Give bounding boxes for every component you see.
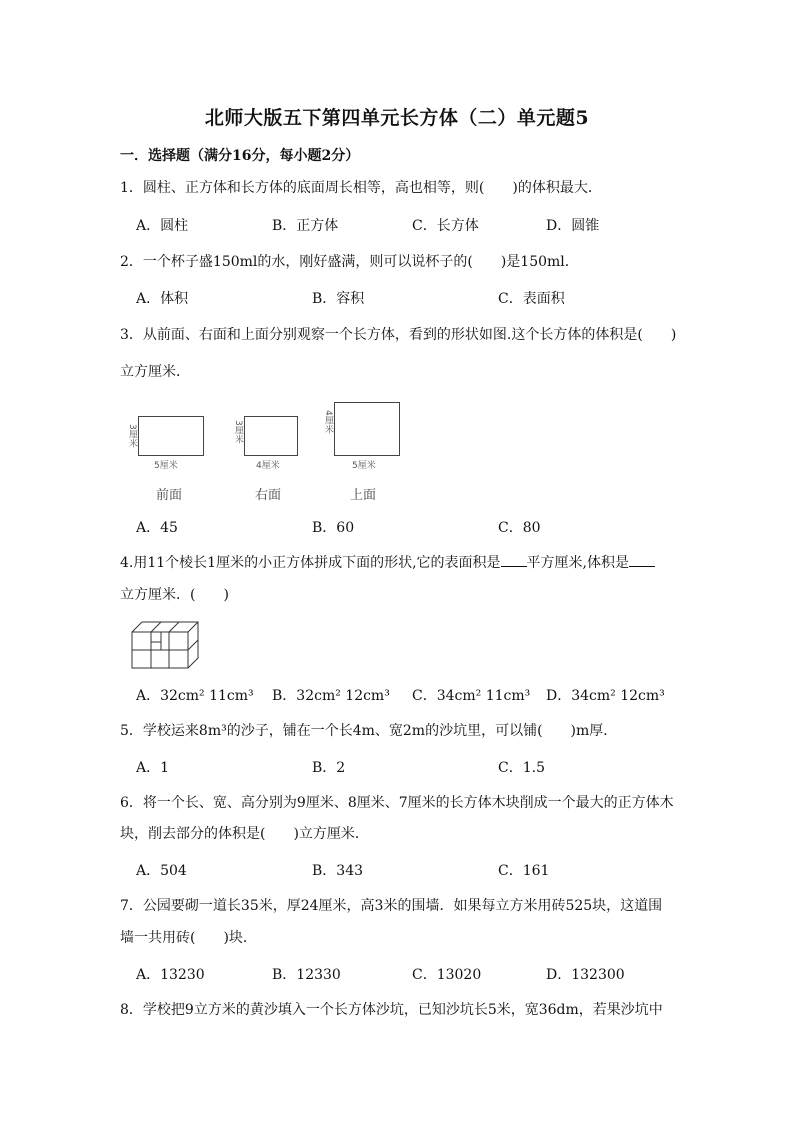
- top-height-label: 4厘米: [323, 410, 333, 434]
- question-4-line-2: 立方厘米．( ): [120, 587, 229, 603]
- question-8-line-1: 8．学校把9立方米的黄沙填入一个长方体沙坑，已知沙坑长5米，宽36dm，若果沙坑中: [120, 1002, 663, 1018]
- option-a[interactable]: A．体积: [136, 291, 189, 307]
- option-c[interactable]: C．1.5: [498, 760, 545, 776]
- option-b[interactable]: B．343: [312, 863, 364, 879]
- question-1: 1．圆柱、正方体和长方体的底面周长相等，高也相等，则( )的体积最大．: [120, 180, 602, 196]
- option-b[interactable]: B．2: [312, 760, 346, 776]
- option-b[interactable]: B．32cm² 12cm³: [272, 688, 390, 704]
- option-a[interactable]: A．32cm² 11cm³: [136, 688, 254, 704]
- question-4-line-1: [120, 552, 655, 573]
- question-7-line-2: 墙一共用砖( )块．: [120, 930, 257, 946]
- option-c[interactable]: C．34cm² 11cm³: [412, 688, 531, 704]
- page-title: 北师大版五下第四单元长方体（二）单元题5: [204, 107, 590, 129]
- option-a[interactable]: A．13230: [136, 967, 205, 983]
- question-3-figure: [124, 398, 414, 508]
- front-height-label: 3厘米: [127, 424, 137, 448]
- question-3-line-1: 3．从前面、右面和上面分别观察一个长方体，看到的形状如图.这个长方体的体积是( ): [120, 327, 677, 343]
- section-heading: 一．选择题（满分16分，每小题2分）: [120, 148, 360, 164]
- top-view-rect: [334, 402, 400, 456]
- option-a[interactable]: A．504: [136, 863, 187, 879]
- option-c[interactable]: C．13020: [412, 967, 482, 983]
- option-d[interactable]: D．圆锥: [546, 218, 600, 234]
- front-view-caption: 前面: [156, 488, 183, 503]
- question-6-line-2: 块，削去部分的体积是( )立方厘米．: [120, 826, 369, 842]
- top-width-label: 5厘米: [352, 461, 376, 471]
- question-5: 5．学校运来8m³的沙子，铺在一个长4m、宽2m的沙坑里，可以铺( )m厚．: [120, 723, 618, 739]
- option-c[interactable]: C．长方体: [412, 218, 479, 234]
- question-6-line-1: 6．将一个长、宽、高分别为9厘米、8厘米、7厘米的长方体木块削成一个最大的正方体木: [120, 795, 674, 811]
- question-4-text-a: 4.用11个棱长1厘米的小正方体拼成下面的形状,它的表面积是: [120, 555, 501, 571]
- question-2: 2．一个杯子盛150ml的水，刚好盛满，则可以说杯子的( )是150ml．: [120, 254, 579, 270]
- option-c[interactable]: C．161: [498, 863, 550, 879]
- option-c[interactable]: C．表面积: [498, 291, 565, 307]
- option-a[interactable]: A．45: [136, 520, 178, 536]
- question-7-line-1: 7．公园要砌一道长35米，厚24厘米，高3米的围墙．如果每立方米用砖525块，这道围: [120, 898, 663, 914]
- question-3-line-2: 立方厘米．: [120, 364, 190, 380]
- answer-blank-1[interactable]: [501, 552, 527, 567]
- option-c[interactable]: C．80: [498, 520, 541, 536]
- question-4-cube-figure: [128, 618, 206, 674]
- top-view-caption: 上面: [350, 488, 377, 503]
- option-b[interactable]: B．容积: [312, 291, 365, 307]
- option-b[interactable]: B．12330: [272, 967, 341, 983]
- question-4-text-b: 平方厘米,体积是: [526, 555, 629, 571]
- option-d[interactable]: D．132300: [546, 967, 625, 983]
- right-view-rect: [244, 416, 298, 456]
- option-a[interactable]: A．圆柱: [136, 218, 189, 234]
- option-b[interactable]: B．正方体: [272, 218, 339, 234]
- option-b[interactable]: B．60: [312, 520, 355, 536]
- answer-blank-2[interactable]: [629, 552, 655, 567]
- option-d[interactable]: D．34cm² 12cm³: [546, 688, 665, 704]
- option-a[interactable]: A．1: [136, 760, 170, 776]
- front-width-label: 5厘米: [154, 461, 178, 471]
- right-height-label: 3厘米: [233, 420, 243, 444]
- right-width-label: 4厘米: [256, 461, 280, 471]
- front-view-rect: [138, 416, 204, 456]
- right-view-caption: 右面: [255, 488, 282, 503]
